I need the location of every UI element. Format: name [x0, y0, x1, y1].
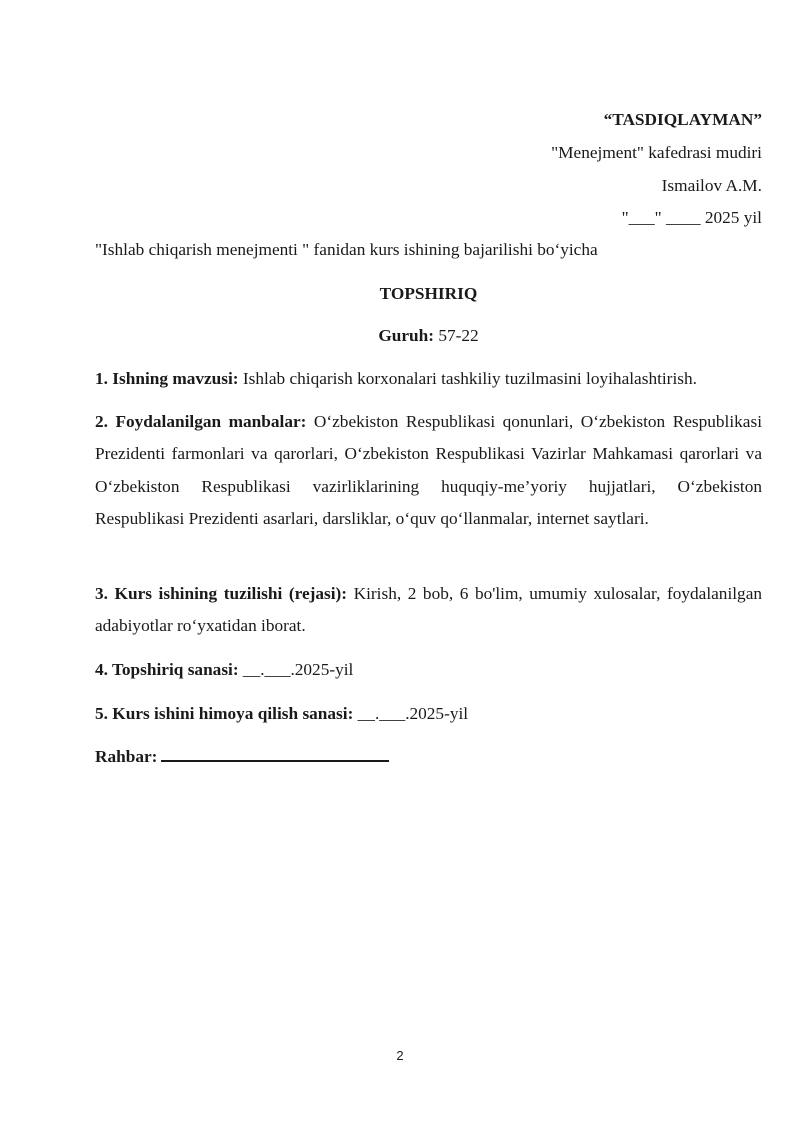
item-assignment-date-label: 4. Topshiriq sanasi:	[95, 660, 239, 679]
item-defense-date	[95, 698, 762, 730]
supervisor-signature-blank	[161, 742, 389, 762]
item-structure-text: Kirish, 2 bob, 6 bo'lim, umumiy xulosalar, foydalanilgan adabiyotlar ro‘yxatidan iborat.	[95, 584, 762, 636]
document-title: TOPSHIRIQ	[379, 284, 478, 303]
item-sources-label: 2. Foydalanilgan manbalar:	[95, 412, 307, 431]
item-assignment-date	[95, 654, 762, 686]
supervisor-line	[95, 741, 762, 773]
group-value: 57-22	[434, 326, 479, 345]
item-sources	[95, 406, 762, 536]
course-subject-line: "Ishlab chiqarish menejmenti " fanidan kurs ishining bajarilishi bo‘yicha	[95, 240, 598, 259]
approval-heading: “TASDIQLAYMAN”	[603, 110, 762, 129]
item-structure	[95, 578, 762, 643]
item-topic-text: Ishlab chiqarish korxonalari tashkiliy tuzilmasini loyihalashtirish.	[238, 369, 697, 388]
item-topic-label: 1. Ishning mavzusi:	[95, 369, 239, 388]
item-assignment-date-text: __.___.2025-yil	[238, 660, 354, 679]
item-topic	[95, 363, 762, 395]
group-label: Guruh:	[378, 326, 435, 345]
group-line	[95, 326, 762, 346]
approval-date-line: "___" ____ 2025 yil	[621, 208, 762, 227]
supervisor-label: Rahbar:	[95, 747, 158, 766]
page-number: 2	[396, 1048, 404, 1063]
item-structure-label: 3. Kurs ishining tuzilishi (rejasi):	[95, 584, 348, 603]
department-head-name: Ismailov A.M.	[661, 176, 762, 195]
item-sources-text: O‘zbekiston Respublikasi qonunlari, O‘zbekiston Respublikasi Prezidenti farmonlari va qarorlari, O‘zbekiston Respublikasi Vazirlar Mahkamasi qarorlari va O‘zbekiston Respublikasi vazirliklarining huquqiy-me’yoriy hujjatlari, O‘zbekiston Respublikasi Prezidenti asarlari, darsliklar, o‘quv qo‘llanmalar, internet saytlari.	[95, 412, 762, 529]
item-defense-date-text: __.___.2025-yil	[353, 704, 469, 723]
item-defense-date-label: 5. Kurs ishini himoya qilish sanasi:	[95, 704, 354, 723]
department-head-title: "Menejment" kafedrasi mudiri	[551, 143, 762, 162]
